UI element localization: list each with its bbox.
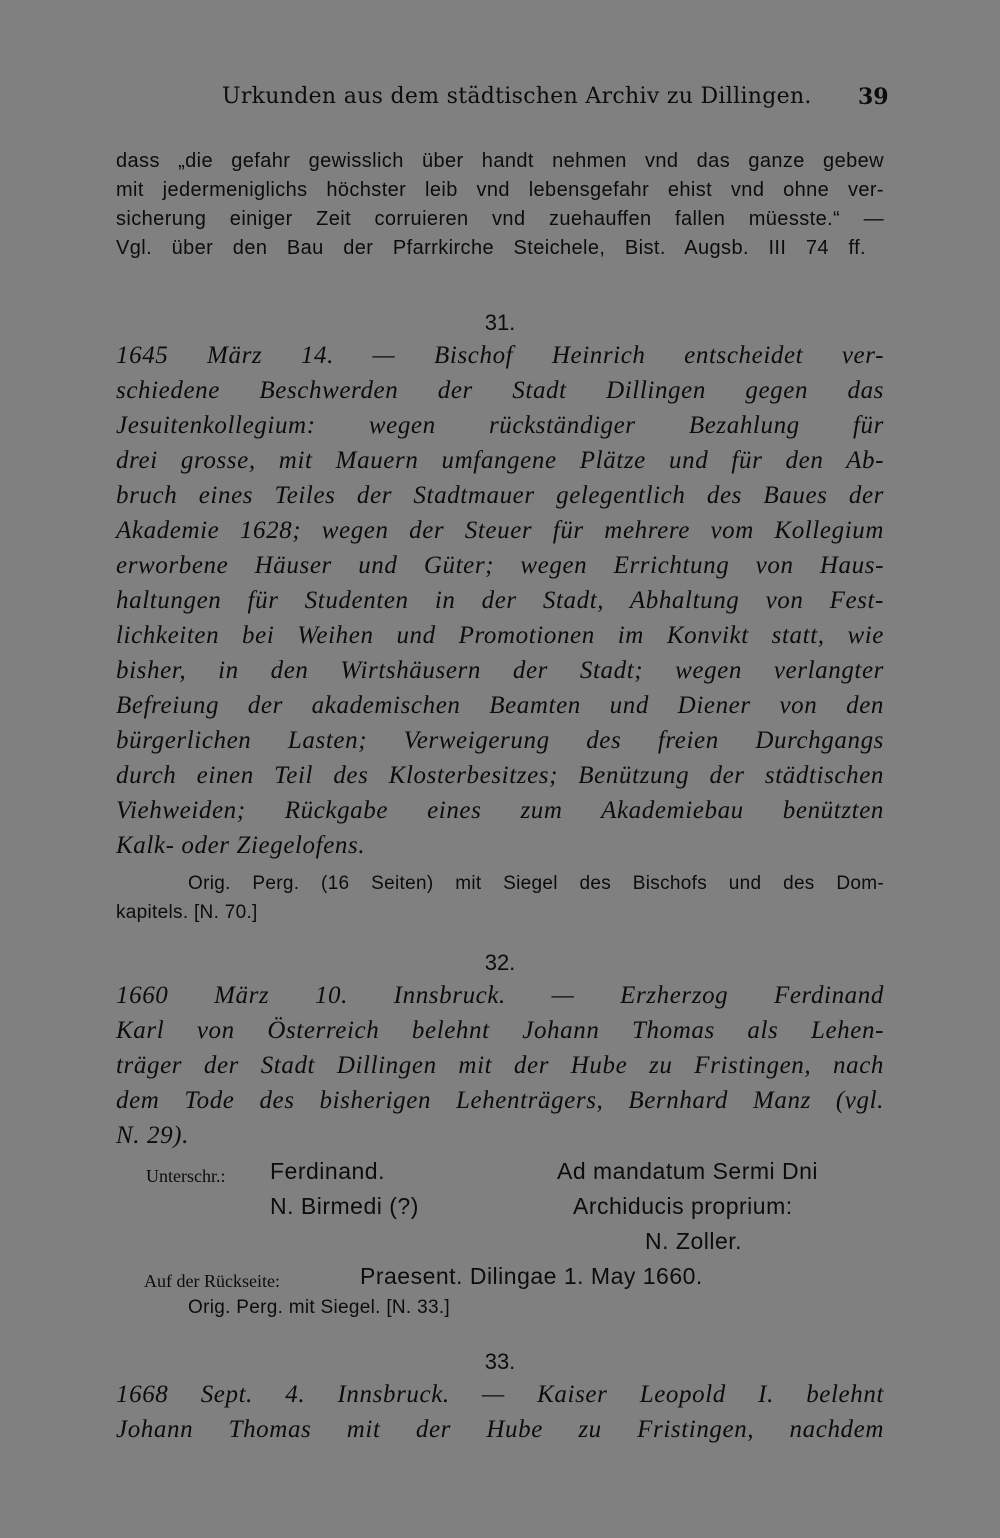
regest-line: erworbene Häuser und Güter; wegen Errichtung von Haus- — [116, 552, 884, 579]
running-header: Urkunden aus dem städtischen Archiv zu Dillingen. — [222, 84, 812, 109]
regest-line: Akademie 1628; wegen der Steuer für mehrere vom Kollegium — [116, 517, 884, 544]
regest-line: Viehweiden; Rückgabe eines zum Akademiebau benützten — [116, 797, 884, 824]
regest-line: durch einen Teil des Klosterbesitzes; Benützung der städtischen — [116, 762, 884, 789]
text-line: Vgl. über den Bau der Pfarrkirche Steichele, Bist. Augsb. III 74 ff. — [116, 237, 866, 259]
text-line: mit jedermeniglichs höchster leib vnd lebensgefahr ehist vnd ohne ver- — [116, 179, 884, 201]
regest-line: bisher, in den Wirtshäusern der Stadt; wegen verlangter — [116, 657, 884, 684]
reverse-text: Praesent. Dilingae 1. May 1660. — [360, 1263, 703, 1289]
regest-line: Karl von Österreich belehnt Johann Thomas als Lehen- — [116, 1017, 884, 1044]
regest-line: 1660 März 10. Innsbruck. — Erzherzog Ferdinand — [116, 982, 884, 1009]
signature-birmedi: N. Birmedi (?) — [270, 1193, 419, 1219]
regest-line: 1668 Sept. 4. Innsbruck. — Kaiser Leopold I. belehnt — [116, 1381, 884, 1408]
source-note: Orig. Perg. (16 Seiten) mit Siegel des Bischofs und des Dom- — [188, 873, 884, 894]
page-number: 39 — [858, 84, 889, 110]
document-number: 31. — [484, 310, 516, 335]
regest-line: Johann Thomas mit der Hube zu Fristingen, nachdem — [116, 1416, 884, 1443]
regest-line: Jesuitenkollegium: wegen rückständiger Bezahlung für — [116, 412, 884, 439]
text-line: dass „die gefahr gewisslich über handt nehmen vnd das ganze gebew — [116, 150, 884, 172]
regest-line: schiedene Beschwerden der Stadt Dillingen gegen das — [116, 377, 884, 404]
regest-line: Befreiung der akademischen Beamten und Diener von den — [116, 692, 884, 719]
regest-line: Kalk- oder Ziegelofens. — [116, 832, 366, 859]
regest-line: dem Tode des bisherigen Lehenträgers, Bernhard Manz (vgl. — [116, 1087, 884, 1114]
document-number: 32. — [484, 950, 516, 975]
regest-line: N. 29). — [116, 1122, 189, 1149]
regest-line: 1645 März 14. — Bischof Heinrich entscheidet ver- — [116, 342, 884, 369]
mandate-line: Ad mandatum Sermi Dni — [557, 1158, 819, 1184]
signature-label: Unterschr.: — [146, 1166, 226, 1186]
source-note: Orig. Perg. mit Siegel. [N. 33.] — [188, 1297, 450, 1318]
regest-line: träger der Stadt Dillingen mit der Hube zu Fristingen, nach — [116, 1052, 884, 1079]
text-line: sicherung einiger Zeit corruieren vnd zuehauffen fallen müesste.“ — — [116, 208, 884, 230]
mandate-line: Archiducis proprium: — [573, 1193, 793, 1219]
signature-ferdinand: Ferdinand. — [270, 1158, 385, 1184]
regest-line: haltungen für Studenten in der Stadt, Abhaltung von Fest- — [116, 587, 884, 614]
regest-line: drei grosse, mit Mauern umfangene Plätze und für den Ab- — [116, 447, 884, 474]
regest-line: lichkeiten bei Weihen und Promotionen im Konvikt statt, wie — [116, 622, 884, 649]
regest-line: bruch eines Teiles der Stadtmauer gelegentlich des Baues der — [116, 482, 884, 509]
source-note: kapitels. [N. 70.] — [116, 902, 258, 923]
document-number: 33. — [484, 1349, 516, 1374]
reverse-label: Auf der Rückseite: — [144, 1271, 280, 1291]
signature-zoller: N. Zoller. — [645, 1228, 743, 1254]
regest-line: bürgerlichen Lasten; Verweigerung des freien Durchgangs — [116, 727, 884, 754]
